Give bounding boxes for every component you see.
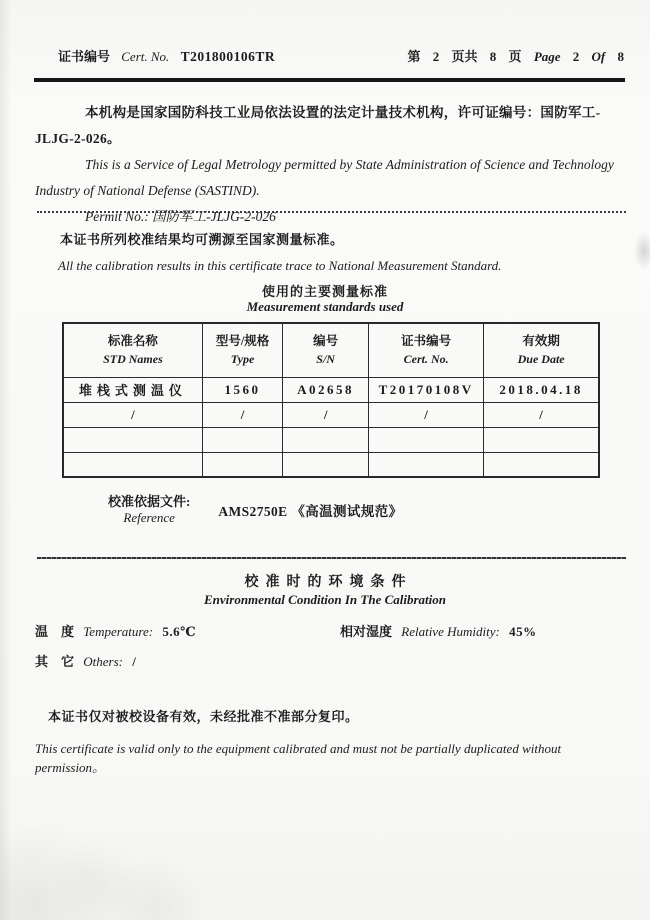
standards-section-title-cn: 使用的主要测量标准 bbox=[261, 284, 388, 299]
serial-cell bbox=[283, 452, 369, 477]
page-current-cn: 2 bbox=[432, 49, 440, 64]
header-rule bbox=[34, 78, 625, 82]
serial-cell: / bbox=[283, 402, 369, 427]
cert-no-cell bbox=[369, 427, 484, 452]
std-name-cell bbox=[63, 452, 202, 477]
humidity-label-en: Relative Humidity: bbox=[401, 624, 500, 639]
standards-table bbox=[62, 322, 600, 478]
col-cert-no-en: Cert. No. bbox=[403, 352, 449, 367]
table-row bbox=[63, 427, 599, 452]
others-field bbox=[35, 651, 142, 670]
page-total-en: 8 bbox=[617, 49, 624, 64]
section-divider bbox=[37, 557, 626, 559]
humidity-label-cn: 相对湿度 bbox=[340, 624, 393, 639]
col-due-date-cn: 有效期 bbox=[522, 333, 560, 348]
validity-note-en: This certificate is valid only to the equipment calibrated and must not be partially duplicated without permission。 bbox=[35, 741, 562, 775]
page-current-en: 2 bbox=[572, 49, 580, 64]
col-serial-en: S/N bbox=[316, 352, 335, 367]
traceability-statement-cn: 本证书所列校准结果均可溯源至国家测量标准。 bbox=[60, 232, 344, 247]
col-serial-cn: 编号 bbox=[313, 333, 339, 348]
others-label-cn: 其 它 bbox=[35, 654, 75, 669]
validity-note-cn: 本证书仅对被校设备有效，未经批准不准部分复印。 bbox=[48, 709, 359, 724]
std-name-cell: / bbox=[63, 402, 202, 427]
cert-number: T201800106TR bbox=[180, 49, 276, 64]
reference-label-cn: 校准依据文件: bbox=[108, 494, 191, 509]
reference-section bbox=[108, 491, 403, 526]
due-date-cell: 2018.04.18 bbox=[484, 377, 599, 402]
reference-label-en: Reference bbox=[123, 510, 175, 525]
type-cell bbox=[202, 427, 282, 452]
col-type-cn: 型号/规格 bbox=[215, 333, 270, 348]
table-row bbox=[63, 377, 599, 402]
col-cert-no-cn: 证书编号 bbox=[401, 333, 452, 348]
table-row bbox=[63, 452, 599, 477]
scan-speckles bbox=[0, 830, 220, 920]
col-type bbox=[202, 323, 282, 377]
col-due-date bbox=[484, 323, 599, 377]
header-row bbox=[63, 323, 599, 377]
authority-statement-en: This is a Service of Legal Metrology permitted by State Administration of Science and Technology Industry of National Defense (SASTIND). bbox=[35, 157, 614, 198]
page-indicator bbox=[399, 46, 624, 65]
page-word-yegong: 页共 bbox=[451, 49, 478, 64]
reference-value: AMS2750E 《高温测试规范》 bbox=[218, 503, 403, 519]
humidity-reading bbox=[340, 621, 543, 640]
scan-edge-shading bbox=[0, 0, 12, 920]
col-type-en: Type bbox=[230, 352, 255, 367]
standards-section-title-en: Measurement standards used bbox=[246, 299, 404, 314]
cert-number-group bbox=[58, 46, 283, 65]
temperature-label-cn: 温 度 bbox=[35, 624, 75, 639]
type-cell bbox=[202, 452, 282, 477]
col-std-names-en: STD Names bbox=[103, 352, 163, 367]
table-row bbox=[63, 402, 599, 427]
scan-smudge bbox=[634, 232, 650, 270]
traceability-statement-en: All the calibration results in this certificate trace to National Measurement Standard. bbox=[58, 258, 502, 273]
doc-header bbox=[58, 46, 624, 65]
col-serial bbox=[283, 323, 369, 377]
col-cert-no bbox=[369, 323, 484, 377]
temperature-value: 5.6℃ bbox=[162, 624, 197, 639]
col-std-names-cn: 标准名称 bbox=[107, 333, 158, 348]
standards-table-body bbox=[63, 377, 599, 477]
page-word-di: 第 bbox=[407, 49, 421, 64]
environment-title-en: Environmental Condition In The Calibration bbox=[203, 592, 446, 607]
temperature-label-en: Temperature: bbox=[83, 624, 154, 639]
humidity-value: 45% bbox=[509, 624, 537, 639]
cert-no-cell bbox=[369, 452, 484, 477]
environment-title-cn: 校准时的环境条件 bbox=[244, 575, 413, 590]
due-date-cell bbox=[484, 452, 599, 477]
standards-table-header bbox=[63, 323, 599, 377]
type-cell: 1560 bbox=[202, 377, 282, 402]
dotted-divider bbox=[37, 211, 626, 213]
serial-cell bbox=[283, 427, 369, 452]
page-label-en: Page bbox=[533, 49, 561, 64]
col-due-date-en: Due Date bbox=[517, 352, 565, 367]
due-date-cell: / bbox=[484, 402, 599, 427]
cert-label-en: Cert. No. bbox=[121, 49, 170, 64]
page-word-ye: 页 bbox=[508, 49, 522, 64]
due-date-cell bbox=[484, 427, 599, 452]
cert-no-cell: T20170108V bbox=[369, 377, 484, 402]
page-total-cn: 8 bbox=[489, 49, 497, 64]
cert-no-cell: / bbox=[369, 402, 484, 427]
permit-number-line: Permit No.: 国防军工-JLJG-2-026 bbox=[85, 209, 276, 224]
others-value: / bbox=[132, 654, 137, 669]
cert-label-cn: 证书编号 bbox=[58, 49, 111, 64]
reference-label bbox=[108, 491, 190, 526]
temperature-reading bbox=[35, 621, 202, 640]
others-label-en: Others: bbox=[83, 654, 123, 669]
page-of-label: Of bbox=[591, 49, 606, 64]
type-cell: / bbox=[202, 402, 282, 427]
authority-statement-cn: 本机构是国家国防科技工业局依法设置的法定计量技术机构，许可证编号：国防军工-JLJG-2-026。 bbox=[35, 105, 601, 146]
serial-cell: A02658 bbox=[283, 377, 369, 402]
std-name-cell: 堆栈式测温仪 bbox=[63, 377, 202, 402]
col-std-names bbox=[63, 323, 202, 377]
std-name-cell bbox=[63, 427, 202, 452]
